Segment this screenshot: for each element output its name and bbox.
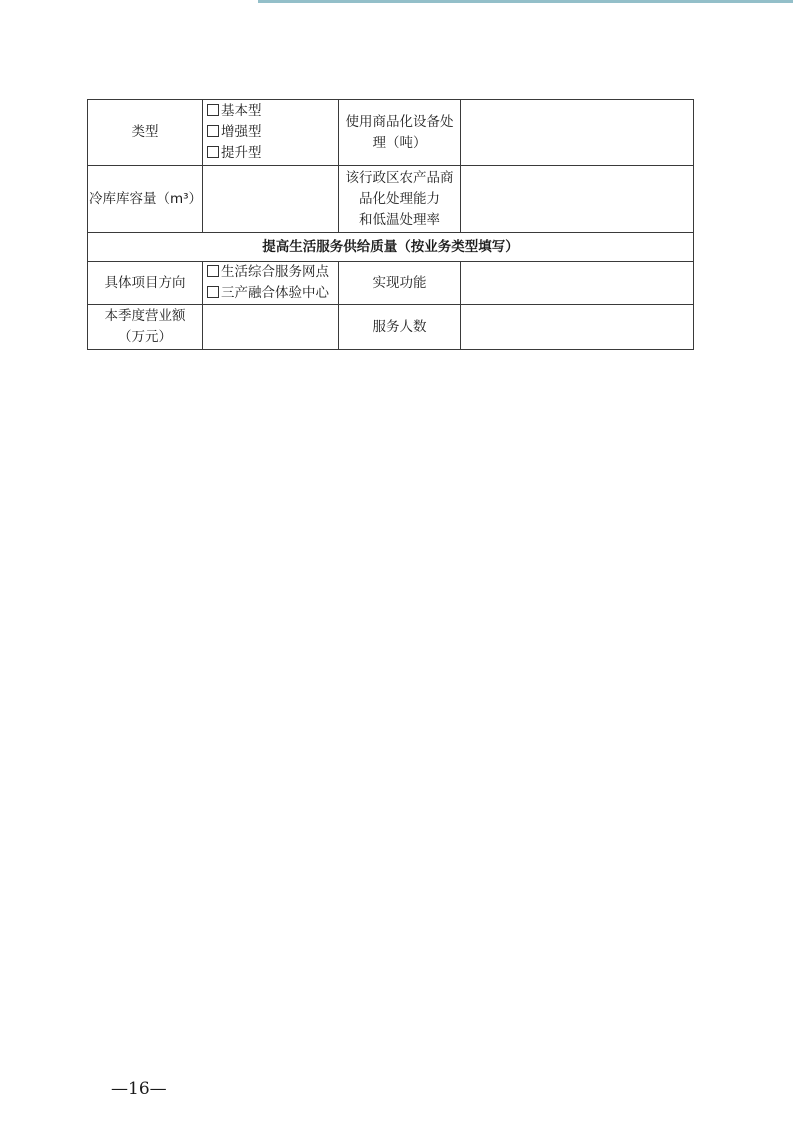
option-experience-center[interactable]: 三产融合体验中心 (207, 283, 334, 304)
table-row (88, 262, 694, 305)
project-direction-options (203, 262, 339, 305)
commercial-processing-value[interactable] (461, 100, 694, 166)
table-row (88, 100, 694, 166)
table-row (88, 233, 694, 262)
cold-storage-value[interactable] (203, 166, 339, 233)
checkbox-icon[interactable] (207, 265, 219, 277)
function-value[interactable] (461, 262, 694, 305)
processing-capacity-value[interactable] (461, 166, 694, 233)
commercial-processing-label: 使用商品化设备处理（吨） (339, 100, 461, 166)
function-label: 实现功能 (339, 262, 461, 305)
type-label: 类型 (88, 100, 203, 166)
option-basic[interactable]: 基本型 (207, 101, 334, 122)
type-options (203, 100, 339, 166)
revenue-value[interactable] (203, 305, 339, 350)
checkbox-icon[interactable] (207, 125, 219, 137)
checkbox-icon[interactable] (207, 104, 219, 116)
report-form-table (87, 99, 694, 350)
option-service-outlet[interactable]: 生活综合服务网点 (207, 262, 334, 283)
checkbox-icon[interactable] (207, 286, 219, 298)
section-title: 提高生活服务供给质量（按业务类型填写） (88, 233, 694, 262)
processing-capacity-label: 该行政区农产品商 品化处理能力 和低温处理率 (339, 166, 461, 233)
page-number: —16— (111, 1079, 167, 1099)
checkbox-icon[interactable] (207, 146, 219, 158)
option-upgraded[interactable]: 提升型 (207, 143, 334, 164)
header-rule (258, 0, 793, 3)
service-count-label: 服务人数 (339, 305, 461, 350)
cold-storage-label: 冷库库容量（m³） (88, 166, 203, 233)
option-enhanced[interactable]: 增强型 (207, 122, 334, 143)
service-count-value[interactable] (461, 305, 694, 350)
revenue-label: 本季度营业额 （万元） (88, 305, 203, 350)
table-row (88, 166, 694, 233)
table-row (88, 305, 694, 350)
project-direction-label: 具体项目方向 (88, 262, 203, 305)
